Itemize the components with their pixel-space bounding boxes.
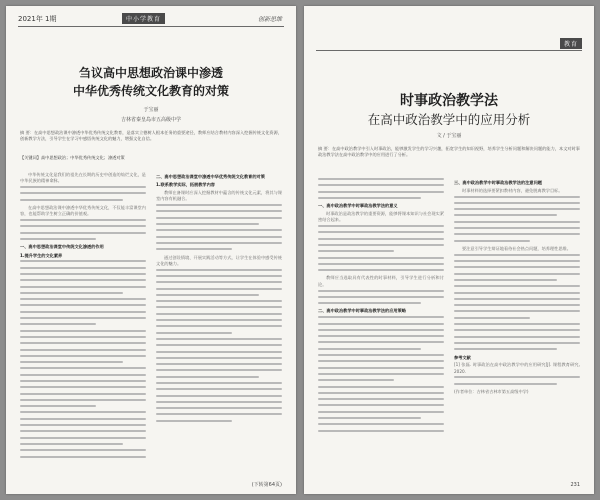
header-badge: 中小学教育 (122, 13, 165, 24)
paragraph: 通过创设情境、开展实践活动等方式，让学生在体验中感受传统文化的魅力。 (156, 254, 282, 266)
paragraph: 中华传统文化是我们的祖先在长期的历史中创造的灿烂文化，是中华民族的精神命脉。 (20, 172, 146, 184)
page-number: 231 (570, 482, 580, 488)
left-page (6, 6, 296, 494)
right-page (304, 6, 594, 494)
right-column-1 (318, 178, 444, 478)
article-title-line2: 在高中政治教学中的应用分析 (367, 112, 531, 127)
reference-item: [1] 张磊. 时事政治在高中政治教学中的应用研究[J]. 课程教育研究, 2020. (454, 362, 580, 374)
article-title-line1: 时事政治教学法 (400, 93, 498, 109)
affiliation: 吉林省秦皇岛市五高级中学 (120, 117, 181, 123)
article-title-line2: 中华优秀传统文化教育的对策 (72, 84, 229, 98)
author: 于宝丽 (143, 107, 159, 113)
header-year: 2021年 1期 (18, 15, 57, 23)
paragraph: 时事政治是政治教学的重要资源，能够将课本知识与社会现实紧密结合起来。 (318, 210, 444, 223)
paragraph: 教师应当选取具有代表性的时事材料，引导学生进行分析和讨论。 (318, 275, 444, 287)
header-rule (18, 26, 284, 27)
header-tag: 创新思维 (257, 16, 282, 23)
left-column-1 (20, 172, 146, 478)
paragraph: 时事材料的选择要紧扣教材内容，避免脱离教学目标。 (462, 187, 563, 193)
continued-note: (下转第64页) (251, 482, 282, 488)
section-heading: 三、高中政治教学中时事政治教学法的注意问题 (454, 180, 542, 185)
section-heading: 一、高中政治教学中时事政治教学法的意义 (318, 203, 398, 209)
right-column-2 (454, 178, 580, 478)
abstract: 摘 要：在高中思想政治课中渗透中华优秀传统文化教育，是落实立德树人根本任务的重要途径，教师应结合教材内容深入挖掘传统文化资源，创新教学方法，引导学生在学习中感悟传统文化的魅力，增强文化自信。 (20, 130, 282, 142)
section-heading: 一、高中思想政治课堂中传统文化渗透的作用 (20, 244, 104, 250)
subsection-heading: 1.提升学生的文化素养 (20, 252, 63, 258)
author-note: (作者单位：吉林省吉林市第五高级中学) (454, 389, 529, 394)
article-title-line1: 刍议高中思想政治课中渗透 (78, 66, 223, 80)
section-heading: 二、高中思想政治课堂中渗透中华优秀传统文化教育的对策 (156, 174, 265, 179)
paragraph: 在高中思想政治课中渗透中华优秀传统文化，不仅能丰富课堂内容，也能帮助学生树立正确的价值观。 (20, 204, 146, 217)
keywords: 【关键词】高中思想政治；中华优秀传统文化；渗透对策 (20, 155, 125, 160)
paragraph: 教师在备课时应深入挖掘教材中蕴含的传统文化元素，将其与课堂内容有机融合。 (156, 190, 282, 202)
section-heading: 二、高中政治教学中时事政治教学法的应用策略 (318, 308, 406, 314)
references-heading: 参考文献 (454, 354, 471, 360)
abstract: 摘 要：在高中政治教学中引入时事政治，能够激发学生的学习兴趣，拓宽学生的知识视野，培养学生分析问题和解决问题的能力，本文对时事政治教学法在高中政治教学中的应用进行了分析。 (318, 146, 580, 158)
subsection-heading: 1.联系教学实际，拓展教学内容 (156, 182, 215, 188)
author: 文 / 于宝丽 (436, 133, 462, 139)
left-column-2 (156, 172, 282, 478)
header-badge: 教育 (560, 38, 582, 49)
header-rule (316, 50, 582, 51)
paragraph: 要注意引导学生辩证地看待社会热点问题，培养理性思维。 (462, 245, 571, 251)
